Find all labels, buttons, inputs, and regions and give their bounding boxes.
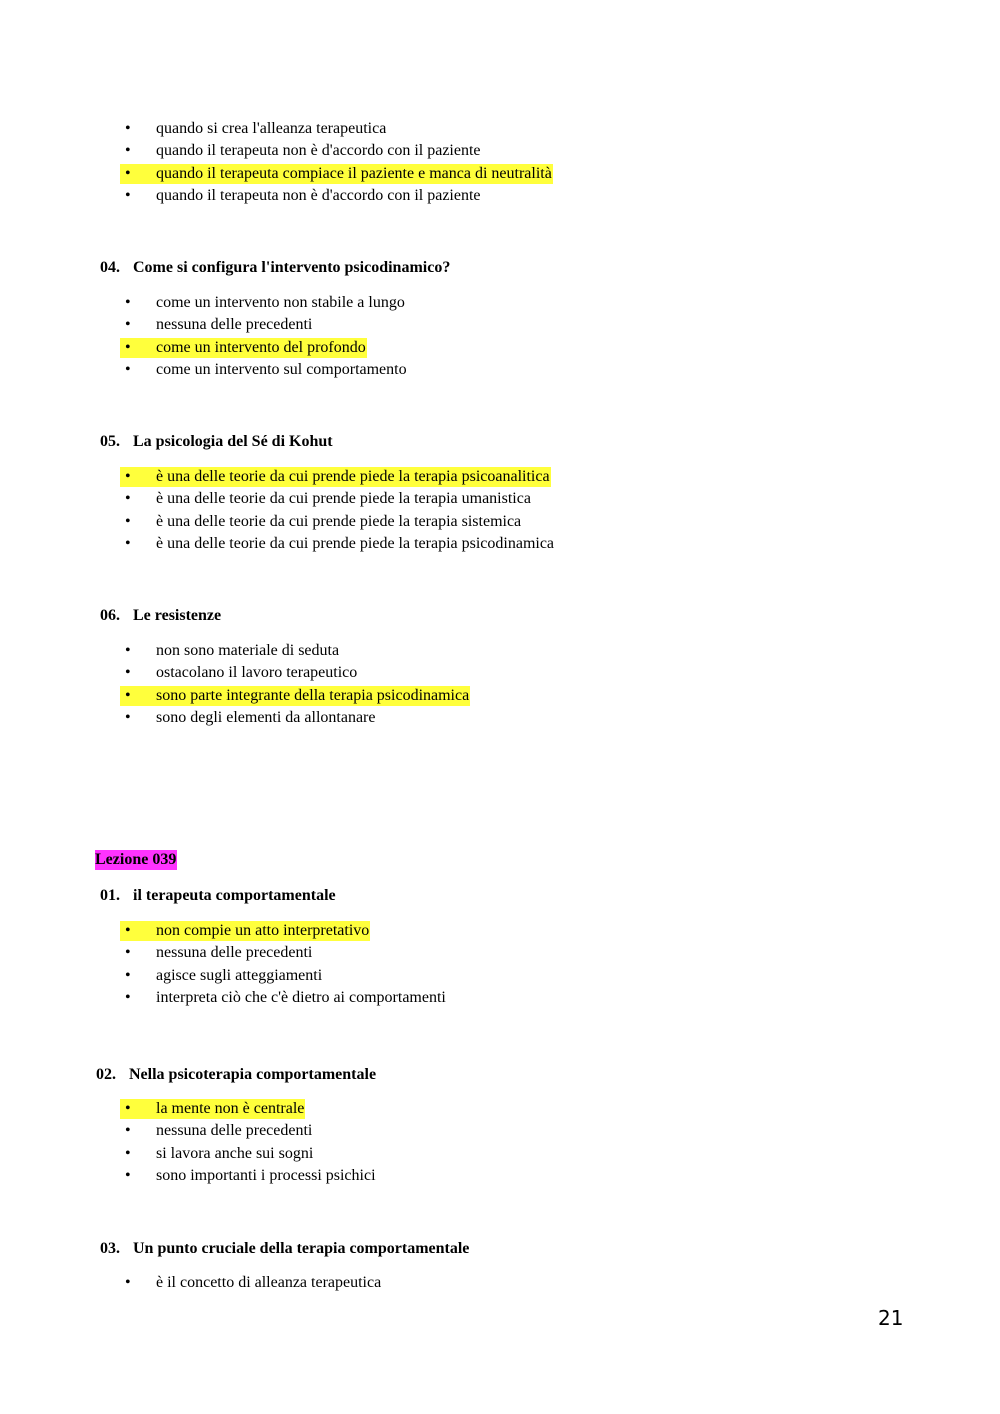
answer-option [120, 314, 408, 336]
question-heading [96, 1065, 376, 1085]
answer-option [120, 488, 555, 510]
answer-option-text: è il concetto di alleanza terapeutica [156, 1274, 382, 1291]
answer-option [120, 920, 447, 942]
answer-option-text: come un intervento del profondo [156, 338, 366, 356]
bullet-icon: • [125, 966, 131, 984]
answer-option [120, 942, 447, 964]
answer-option [120, 685, 470, 707]
bullet-icon: • [125, 922, 131, 939]
answer-option [120, 337, 408, 359]
question-number: 04. [100, 259, 120, 276]
bullet-icon: • [125, 944, 131, 962]
answer-option [120, 1143, 377, 1165]
answer-option-highlight [120, 315, 313, 335]
answer-option-highlight [120, 641, 340, 661]
page-number: 21 [878, 1306, 904, 1330]
bullet-icon: • [125, 686, 131, 704]
answer-option-highlight [120, 1166, 377, 1186]
answer-option [120, 1098, 377, 1120]
question-heading [100, 432, 333, 452]
bullet-icon: • [125, 164, 131, 182]
bullet-icon: • [125, 642, 131, 659]
answer-option-highlight [120, 141, 482, 161]
bullet-icon: • [125, 468, 131, 485]
bullet-icon: • [125, 294, 131, 311]
answer-option-highlight [120, 360, 408, 380]
answer-option-text: sono importanti i processi psichici [156, 1167, 376, 1185]
answer-option [120, 987, 447, 1009]
answer-option-text: è una delle teorie da cui prende piede la terapia umanistica [156, 490, 531, 508]
option-list [120, 640, 470, 730]
answer-option-text: è una delle teorie da cui prende piede la terapia psicodinamica [156, 535, 555, 553]
answer-option-highlight [120, 186, 482, 206]
question-heading [100, 1239, 469, 1259]
answer-option-highlight [120, 921, 370, 941]
bullet-icon: • [125, 361, 131, 379]
answer-option [120, 511, 555, 533]
answer-option [120, 1165, 377, 1187]
answer-option-text: è una delle teorie da cui prende piede la terapia sistemica [156, 512, 522, 530]
question-heading [100, 258, 450, 278]
option-list [120, 118, 553, 208]
bullet-icon: • [125, 664, 131, 682]
question-text: Le resistenze [133, 607, 222, 624]
answer-option-text: si lavora anche sui sogni [156, 1144, 314, 1162]
answer-option-text: la mente non è centrale [156, 1100, 305, 1117]
bullet-icon: • [125, 120, 131, 137]
bullet-icon: • [125, 142, 131, 160]
answer-option-text: interpreta ciò che c'è dietro ai comportamenti [156, 989, 446, 1007]
bullet-icon: • [125, 338, 131, 356]
answer-option-highlight [120, 1273, 382, 1293]
answer-option-text: sono degli elementi da allontanare [156, 709, 376, 727]
answer-option-highlight [120, 708, 376, 728]
answer-option [120, 1120, 377, 1142]
lesson-title: Lezione 039 [95, 851, 177, 868]
question-text: Come si configura l'intervento psicodinamico? [133, 259, 451, 276]
option-list [120, 1098, 377, 1188]
bullet-icon: • [125, 512, 131, 530]
answer-option-text: non compie un atto interpretativo [156, 922, 370, 939]
answer-option-highlight [120, 1121, 313, 1141]
answer-option-highlight [120, 663, 358, 683]
bullet-icon: • [125, 1122, 131, 1140]
question-number: 01. [100, 887, 120, 904]
answer-option [120, 359, 408, 381]
option-list [120, 920, 447, 1010]
question-heading [100, 606, 221, 626]
answer-option-highlight [120, 338, 367, 358]
answer-option-text: quando il terapeuta compiace il paziente e manca di neutralità [156, 164, 552, 182]
answer-option-highlight [120, 966, 323, 986]
answer-option-highlight [120, 119, 387, 139]
answer-option-highlight [120, 943, 313, 963]
answer-option-text: quando il terapeuta non è d'accordo con il paziente [156, 142, 481, 160]
answer-option-text: sono parte integrante della terapia psicodinamica [156, 686, 470, 704]
question-heading [100, 886, 336, 906]
answer-option [120, 140, 553, 162]
question-text: Un punto cruciale della terapia comportamentale [133, 1240, 470, 1257]
answer-option [120, 1272, 382, 1294]
question-text: La psicologia del Sé di Kohut [133, 433, 333, 450]
question-number: 02. [96, 1066, 116, 1083]
question-number: 06. [100, 607, 120, 624]
question-text: Nella psicoterapia comportamentale [129, 1066, 377, 1083]
answer-option [120, 118, 553, 140]
option-list [120, 292, 408, 382]
answer-option-text: come un intervento sul comportamento [156, 361, 407, 379]
answer-option [120, 185, 553, 207]
answer-option-text: non sono materiale di seduta [156, 642, 340, 659]
answer-option-text: come un intervento non stabile a lungo [156, 294, 405, 311]
bullet-icon: • [125, 535, 131, 553]
answer-option [120, 640, 470, 662]
answer-option [120, 163, 553, 185]
answer-option-highlight [120, 164, 553, 184]
bullet-icon: • [125, 709, 131, 727]
answer-option-text: ostacolano il lavoro terapeutico [156, 664, 358, 682]
question-text: il terapeuta comportamentale [133, 887, 336, 904]
bullet-icon: • [125, 1167, 131, 1185]
bullet-icon: • [125, 1144, 131, 1162]
answer-option-text: nessuna delle precedenti [156, 316, 313, 334]
answer-option-highlight [120, 686, 470, 706]
question-number: 05. [100, 433, 120, 450]
option-list [120, 1272, 382, 1294]
answer-option-highlight [120, 293, 406, 313]
answer-option [120, 292, 408, 314]
answer-option [120, 707, 470, 729]
answer-option-highlight [120, 489, 532, 509]
bullet-icon: • [125, 1100, 131, 1117]
answer-option [120, 662, 470, 684]
answer-option-highlight [120, 534, 555, 554]
answer-option-highlight [120, 1099, 305, 1119]
answer-option-highlight [120, 512, 522, 532]
answer-option [120, 466, 555, 488]
bullet-icon: • [125, 187, 131, 205]
bullet-icon: • [125, 989, 131, 1007]
answer-option-text: quando il terapeuta non è d'accordo con il paziente [156, 187, 481, 205]
answer-option [120, 533, 555, 555]
answer-option-text: è una delle teorie da cui prende piede la terapia psicoanalitica [156, 468, 550, 485]
answer-option-text: nessuna delle precedenti [156, 944, 313, 962]
option-list [120, 466, 555, 556]
bullet-icon: • [125, 316, 131, 334]
answer-option-text: agisce sugli atteggiamenti [156, 966, 323, 984]
answer-option-highlight [120, 1144, 314, 1164]
bullet-icon: • [125, 1274, 131, 1291]
answer-option-text: quando si crea l'alleanza terapeutica [156, 120, 387, 137]
answer-option [120, 965, 447, 987]
answer-option-highlight [120, 467, 551, 487]
bullet-icon: • [125, 490, 131, 508]
answer-option-text: nessuna delle precedenti [156, 1122, 313, 1140]
answer-option-highlight [120, 988, 447, 1008]
question-number: 03. [100, 1240, 120, 1257]
